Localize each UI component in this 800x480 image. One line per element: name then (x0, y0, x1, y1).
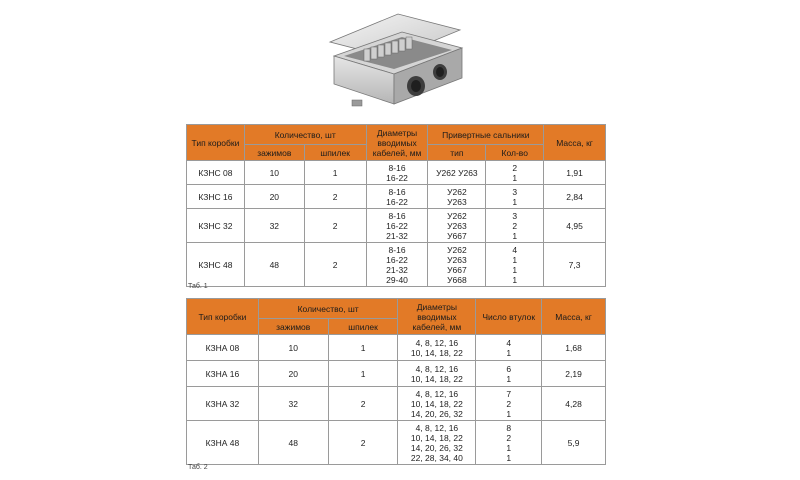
cell-mass: 1,91 (544, 161, 606, 185)
cell-studs: 2 (328, 387, 398, 421)
header-quantity: Количество, шт (244, 125, 366, 145)
junction-box-photo (312, 8, 480, 116)
cell-bushings: 8 2 1 1 (476, 421, 542, 465)
header-clamps: зажимов (258, 319, 328, 335)
cell-diameters: 8-16 16-22 (366, 185, 428, 209)
cell-type: КЗНА 16 (187, 361, 259, 387)
cell-mass: 4,95 (544, 209, 606, 243)
header-studs: шпилек (304, 145, 366, 161)
cell-type: КЗНС 48 (187, 243, 245, 287)
header-bushings: Число втулок (476, 299, 542, 335)
cell-studs: 2 (328, 421, 398, 465)
table-row (187, 361, 606, 387)
cell-clamps: 20 (244, 185, 304, 209)
cell-type: КЗНА 48 (187, 421, 259, 465)
table-row (187, 209, 606, 243)
table1-caption: Таб. 1 (188, 283, 208, 290)
cell-studs: 2 (304, 243, 366, 287)
cell-mass: 4,28 (542, 387, 606, 421)
cell-clamps: 10 (244, 161, 304, 185)
cell-gland-counts: 3 1 (486, 185, 544, 209)
cell-type: КЗНА 08 (187, 335, 259, 361)
table-kzna (186, 298, 606, 465)
table-row (187, 421, 606, 465)
header-diameters: Диаметры вводимых кабелей, мм (398, 299, 476, 335)
header-box-type: Тип коробки (187, 299, 259, 335)
cell-mass: 2,19 (542, 361, 606, 387)
cell-diameters: 4, 8, 12, 16 10, 14, 18, 22 (398, 335, 476, 361)
cell-clamps: 48 (244, 243, 304, 287)
header-gland-count: Кол-во (486, 145, 544, 161)
table-row (187, 185, 606, 209)
header-studs: шпилек (328, 319, 398, 335)
cell-gland-counts: 3 2 1 (486, 209, 544, 243)
cell-type: КЗНС 16 (187, 185, 245, 209)
table-row (187, 387, 606, 421)
cell-type: КЗНА 32 (187, 387, 259, 421)
header-glands: Привертные сальники (428, 125, 544, 145)
cell-studs: 1 (304, 161, 366, 185)
header-mass: Масса, кг (542, 299, 606, 335)
header-gland-type: тип (428, 145, 486, 161)
cell-diameters: 8-16 16-22 21-32 (366, 209, 428, 243)
cell-clamps: 20 (258, 361, 328, 387)
cell-diameters: 4, 8, 12, 16 10, 14, 18, 22 (398, 361, 476, 387)
cell-gland-types: У262 У263 (428, 161, 486, 185)
table-row (187, 161, 606, 185)
cell-diameters: 4, 8, 12, 16 10, 14, 18, 22 14, 20, 26, 32 22, 28, 34, 40 (398, 421, 476, 465)
cell-diameters: 4, 8, 12, 16 10, 14, 18, 22 14, 20, 26, 32 (398, 387, 476, 421)
header-mass: Масса, кг (544, 125, 606, 161)
cell-studs: 1 (328, 335, 398, 361)
cell-clamps: 10 (258, 335, 328, 361)
cell-mass: 1,68 (542, 335, 606, 361)
cell-mass: 5,9 (542, 421, 606, 465)
cell-bushings: 6 1 (476, 361, 542, 387)
cell-gland-types: У262 У263 У667 У668 (428, 243, 486, 287)
cell-bushings: 4 1 (476, 335, 542, 361)
table2-caption: Таб. 2 (188, 464, 208, 471)
cell-gland-counts: 4 1 1 1 (486, 243, 544, 287)
table-kzns (186, 124, 606, 287)
cell-studs: 2 (304, 185, 366, 209)
table-row (187, 243, 606, 287)
cell-mass: 2,84 (544, 185, 606, 209)
cell-studs: 2 (304, 209, 366, 243)
cell-studs: 1 (328, 361, 398, 387)
cell-gland-types: У262 У263 (428, 185, 486, 209)
cell-mass: 7,3 (544, 243, 606, 287)
header-diameters: Диаметры вводимых кабелей, мм (366, 125, 428, 161)
cell-gland-counts: 2 1 (486, 161, 544, 185)
cell-gland-types: У262 У263 У667 (428, 209, 486, 243)
cell-type: КЗНС 32 (187, 209, 245, 243)
cell-diameters: 8-16 16-22 21-32 29-40 (366, 243, 428, 287)
cell-clamps: 32 (244, 209, 304, 243)
cell-bushings: 7 2 1 (476, 387, 542, 421)
header-clamps: зажимов (244, 145, 304, 161)
table-row (187, 335, 606, 361)
cell-clamps: 32 (258, 387, 328, 421)
cell-clamps: 48 (258, 421, 328, 465)
cell-diameters: 8-16 16-22 (366, 161, 428, 185)
header-box-type: Тип коробки (187, 125, 245, 161)
cell-type: КЗНС 08 (187, 161, 245, 185)
header-quantity: Количество, шт (258, 299, 398, 319)
